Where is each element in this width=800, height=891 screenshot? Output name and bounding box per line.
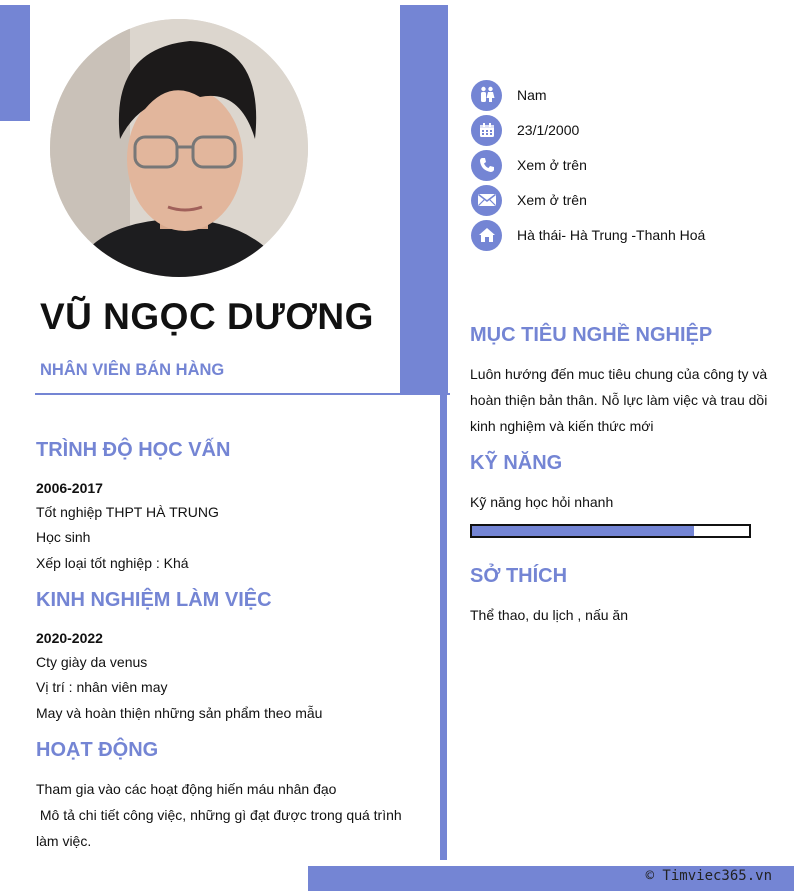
contact-item-phone bbox=[471, 149, 587, 181]
footer-watermark: © Timviec365.vn bbox=[645, 868, 772, 884]
contact-text: Xem ở trên bbox=[517, 192, 587, 208]
education-period: 2006-2017 bbox=[36, 480, 103, 496]
skill-level-fill bbox=[472, 526, 694, 536]
education-line: Tốt nghiệp THPT HÀ TRUNG bbox=[36, 504, 219, 520]
left-accent-bar bbox=[0, 5, 30, 121]
contact-item-gender bbox=[471, 79, 547, 111]
activities-description: Mô tả chi tiết công việc, những gì đạt được trong quá trình làm việc. bbox=[36, 807, 406, 849]
contact-item-address bbox=[471, 219, 705, 251]
horizontal-divider bbox=[35, 393, 450, 395]
objective-text: Luôn hướng đến muc tiêu chung của công ty và hoàn thiện bản thân. Nỗ lực làm việc và trau dồi kinh nghiệm và kiến thức mới bbox=[470, 366, 768, 434]
education-line: Học sinh bbox=[36, 529, 91, 545]
education-line: Xếp loại tốt nghiệp : Khá bbox=[36, 555, 189, 571]
skills-title: KỸ NĂNG bbox=[470, 452, 563, 474]
avatar bbox=[50, 19, 308, 277]
education-title: TRÌNH ĐỘ HỌC VẤN bbox=[36, 439, 231, 461]
contact-text: 23/1/2000 bbox=[517, 122, 580, 138]
job-title: NHÂN VIÊN BÁN HÀNG bbox=[40, 361, 225, 379]
hobbies-title: SỞ THÍCH bbox=[470, 565, 568, 587]
calendar-icon bbox=[471, 115, 502, 146]
experience-line: May và hoàn thiện những sản phẩm theo mẫu bbox=[36, 705, 323, 721]
mail-icon bbox=[471, 185, 502, 216]
contact-text: Hà thái- Hà Trung -Thanh Hoá bbox=[517, 227, 706, 243]
phone-icon bbox=[471, 150, 502, 181]
vertical-divider bbox=[440, 395, 447, 860]
activities-line: Tham gia vào các hoạt động hiến máu nhân đạo bbox=[36, 781, 337, 797]
skill-level-bar bbox=[470, 524, 751, 538]
contact-text: Nam bbox=[517, 87, 547, 103]
contact-item-email bbox=[471, 184, 587, 216]
candidate-name: VŨ NGỌC DƯƠNG bbox=[40, 296, 374, 337]
activities-title: HOẠT ĐỘNG bbox=[36, 739, 159, 761]
experience-line: Cty giày da venus bbox=[36, 654, 148, 670]
contact-item-birthday bbox=[471, 114, 579, 146]
objective-title: MỤC TIÊU NGHỀ NGHIỆP bbox=[470, 324, 713, 346]
skill-name: Kỹ năng học hỏi nhanh bbox=[470, 494, 614, 510]
center-accent-bar bbox=[400, 5, 448, 395]
gender-icon bbox=[471, 80, 502, 111]
avatar-photo bbox=[50, 19, 308, 277]
experience-title: KINH NGHIỆM LÀM VIỆC bbox=[36, 589, 272, 611]
experience-line: Vị trí : nhân viên may bbox=[36, 679, 168, 695]
experience-period: 2020-2022 bbox=[36, 630, 103, 646]
contact-text: Xem ở trên bbox=[517, 157, 587, 173]
hobbies-text: Thể thao, du lịch , nấu ăn bbox=[470, 607, 628, 623]
home-icon bbox=[471, 220, 502, 251]
